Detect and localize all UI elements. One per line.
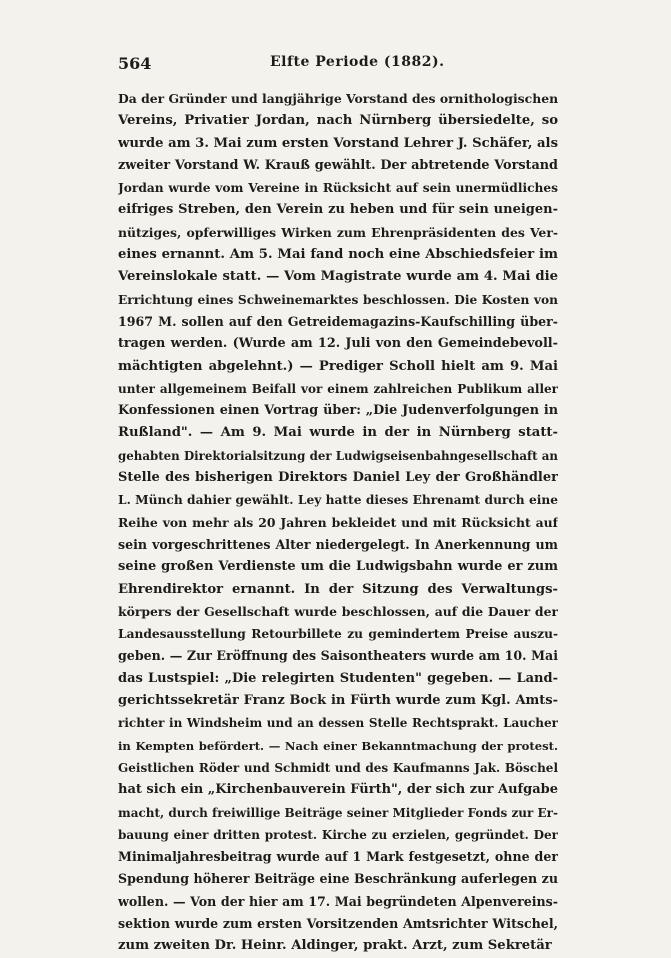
text-line: gehabten Direktorialsitzung der Ludwigseisenbahngesellschaft an (118, 448, 558, 463)
text-line: in Kempten befördert. — Nach einer Bekanntmachung der protest. (118, 738, 558, 753)
text-line: Spendung höherer Beiträge eine Beschränkung auferlegen zu (118, 871, 558, 887)
text-line: Stelle des bisherigen Direktors Daniel Ley der Großhändler (118, 470, 558, 486)
text-line: eifriges Streben, den Verein zu heben und für sein uneigen- (118, 202, 558, 218)
text-line: das Lustspiel: „Die relegirten Studenten" gegeben. — Land- (118, 670, 558, 686)
text-line: bauung einer dritten protest. Kirche zu erzielen, gegründet. Der (118, 827, 558, 842)
page-header (118, 54, 558, 78)
text-line: geben. — Zur Eröffnung des Saisontheaters wurde am 10. Mai (118, 648, 558, 664)
text-line: Konfessionen einen Vortrag über: „Die Judenverfolgungen in (118, 403, 558, 419)
text-line: Vereinslokale statt. — Vom Magistrate wurde am 4. Mai die (118, 269, 558, 285)
text-line: sein vorgeschrittenes Alter niedergelegt. In Anerkennung um (118, 536, 558, 552)
text-line: unter allgemeinem Beifall vor einem zahlreichen Publikum aller (118, 381, 558, 396)
text-line: sektion wurde zum ersten Vorsitzenden Amtsrichter Witschel, (118, 915, 558, 931)
text-line: zum zweiten Dr. Heinr. Aldinger, prakt. Arzt, zum Sekretär (118, 938, 552, 954)
text-line: zweiter Vorstand W. Krauß gewählt. Der abtretende Vorstand (118, 157, 558, 173)
text-line: wollen. — Von der hier am 17. Mai begründeten Alpenvereins- (118, 893, 558, 909)
running-title: Elfte Periode (1882). (270, 54, 445, 70)
text-line: Minimaljahresbeitrag wurde auf 1 Mark festgesetzt, ohne der (118, 849, 558, 865)
text-line: hat sich ein „Kirchenbauverein Fürth", der sich zur Aufgabe (118, 782, 558, 798)
text-line: körpers der Gesellschaft wurde beschlossen, auf die Dauer der (118, 603, 558, 619)
text-line: Landesausstellung Retourbillete zu gemindertem Preise auszu- (118, 627, 558, 642)
text-line: Da der Gründer und langjährige Vorstand des ornithologischen (118, 91, 558, 106)
text-line: wurde am 3. Mai zum ersten Vorstand Lehrer J. Schäfer, als (118, 135, 558, 151)
text-line: richter in Windsheim und an dessen Stelle Rechtsprakt. Laucher (118, 716, 558, 731)
text-line: Geistlichen Röder und Schmidt und des Kaufmanns Jak. Böschel (118, 760, 558, 775)
text-line: Ehrendirektor ernannt. In der Sitzung des Verwaltungs- (118, 581, 558, 597)
text-line: eines ernannt. Am 5. Mai fand noch eine Abschiedsfeier im (118, 247, 558, 263)
text-line: L. Münch dahier gewählt. Ley hatte dieses Ehrenamt durch eine (118, 493, 558, 508)
text-line: Errichtung eines Schweinemarktes beschlossen. Die Kosten von (118, 292, 558, 307)
text-line: mächtigten abgelehnt.) — Prediger Scholl hielt am 9. Mai (118, 358, 558, 374)
text-line: seine großen Verdienste um die Ludwigsbahn wurde er zum (118, 559, 558, 575)
text-line: macht, durch freiwillige Beiträge seiner Mitglieder Fonds zur Er- (118, 805, 558, 820)
text-line: Reihe von mehr als 20 Jahren bekleidet und mit Rücksicht auf (118, 514, 558, 530)
text-line: Vereins, Privatier Jordan, nach Nürnberg übersiedelte, so (118, 113, 558, 129)
page-number: 564 (118, 54, 152, 73)
text-line: nütziges, opferwilliges Wirken zum Ehrenpräsidenten des Ver- (118, 224, 558, 240)
text-line: Jordan wurde vom Vereine in Rücksicht auf sein unermüdliches (118, 181, 558, 196)
text-line: Rußland". — Am 9. Mai wurde in der in Nürnberg statt- (118, 425, 558, 441)
body-text (118, 88, 558, 958)
text-line: tragen werden. (Wurde am 12. Juli von den Gemeindebevoll- (118, 336, 558, 352)
text-line: 1967 M. sollen auf den Getreidemagazins-Kaufschilling über- (118, 313, 558, 329)
text-line: gerichtssekretär Franz Bock in Fürth wurde zum Kgl. Amts- (118, 693, 558, 709)
